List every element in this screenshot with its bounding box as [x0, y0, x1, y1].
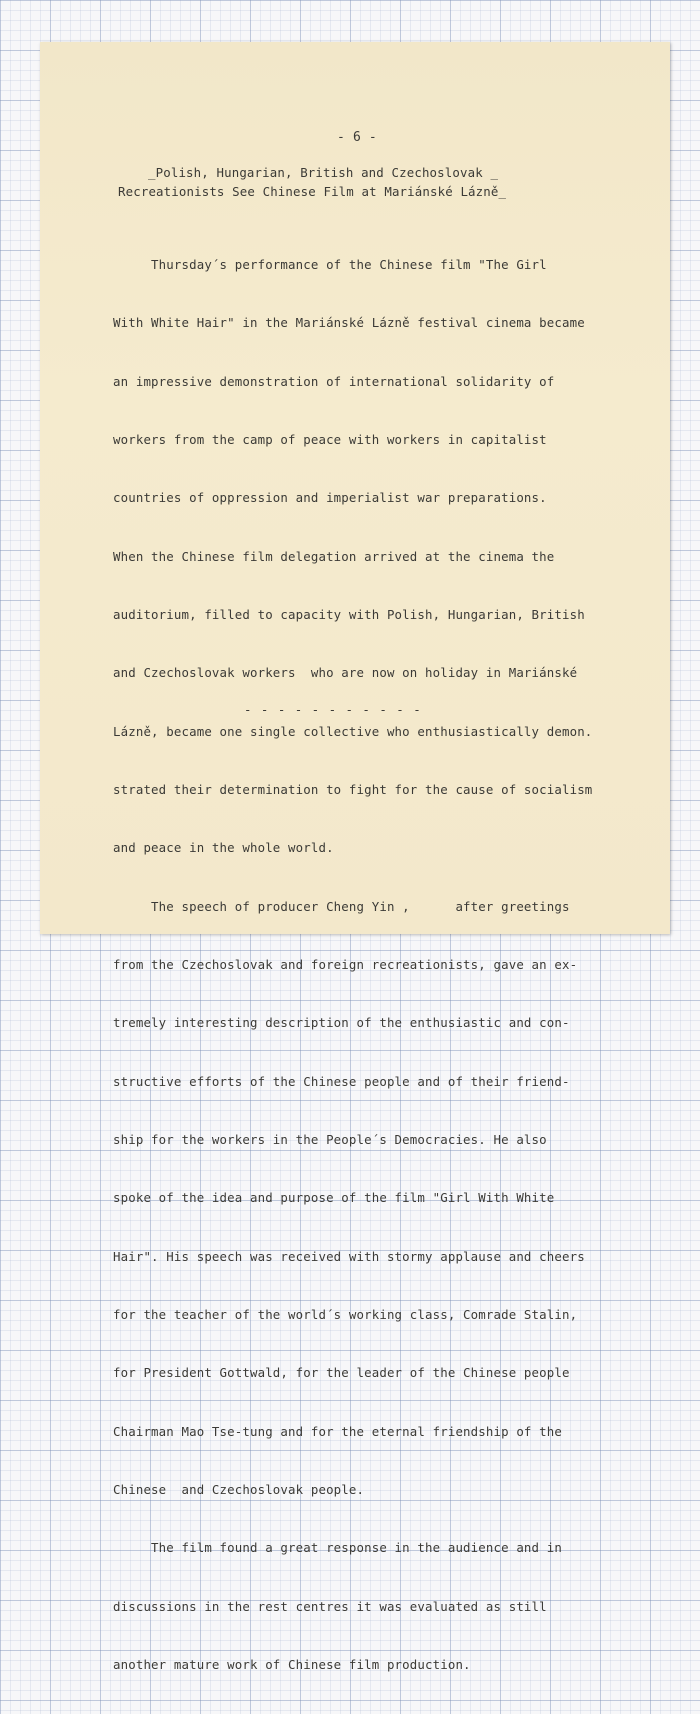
body-line: ship for the workers in the People´s Democracies. He also — [113, 1132, 547, 1148]
body-line: spoke of the idea and purpose of the film "Girl With White — [113, 1190, 555, 1206]
title-line-2: Recreationists See Chinese Film at Mariánské Lázně_ — [118, 184, 507, 199]
body-line: auditorium, filled to capacity with Polish, Hungarian, British — [113, 606, 585, 622]
body-line: Thursday´s performance of the Chinese film "The Girl — [113, 256, 547, 272]
body-line: workers from the camp of peace with workers in capitalist — [113, 431, 547, 447]
body-line: With White Hair" in the Mariánské Lázně festival cinema became — [113, 315, 585, 331]
page-number: - 6 - — [337, 130, 377, 145]
body-line: Lázně, became one single collective who enthusiastically demon. — [113, 723, 593, 739]
end-rule: - - - - - - - - - - - — [244, 702, 422, 717]
body-line: The speech of producer Cheng Yin , after greetings — [113, 898, 570, 914]
body-line: for the teacher of the world´s working class, Comrade Stalin, — [113, 1307, 578, 1323]
body-line: tremely interesting description of the enthusiastic and con- — [113, 1015, 570, 1031]
body-line: countries of oppression and imperialist war preparations. — [113, 490, 547, 506]
title-line-1: _Polish, Hungarian, British and Czechoslovak _ — [148, 165, 499, 180]
body-line: and Czechoslovak workers who are now on holiday in Mariánské — [113, 665, 578, 681]
body-line: Chairman Mao Tse-tung and for the eternal friendship of the — [113, 1423, 562, 1439]
body-line: The film found a great response in the audience and in — [113, 1540, 562, 1556]
body-line: discussions in the rest centres it was evaluated as still — [113, 1598, 547, 1614]
body-line: and peace in the whole world. — [113, 840, 334, 856]
body-line: an impressive demonstration of international solidarity of — [113, 373, 555, 389]
body-line: Hair". His speech was received with stormy applause and cheers — [113, 1248, 585, 1264]
body-line: for President Gottwald, for the leader of the Chinese people — [113, 1365, 570, 1381]
body-line: another mature work of Chinese film production. — [113, 1657, 471, 1673]
body-line: Chinese and Czechoslovak people. — [113, 1482, 365, 1498]
document-sheet — [40, 42, 670, 1673]
body-line: from the Czechoslovak and foreign recreationists, gave an ex- — [113, 957, 578, 973]
body-line: structive efforts of the Chinese people and of their friend- — [113, 1073, 570, 1089]
body-text — [113, 216, 592, 1714]
body-line: When the Chinese film delegation arrived at the cinema the — [113, 548, 555, 564]
body-line: strated their determination to fight for the cause of socialism — [113, 782, 593, 797]
